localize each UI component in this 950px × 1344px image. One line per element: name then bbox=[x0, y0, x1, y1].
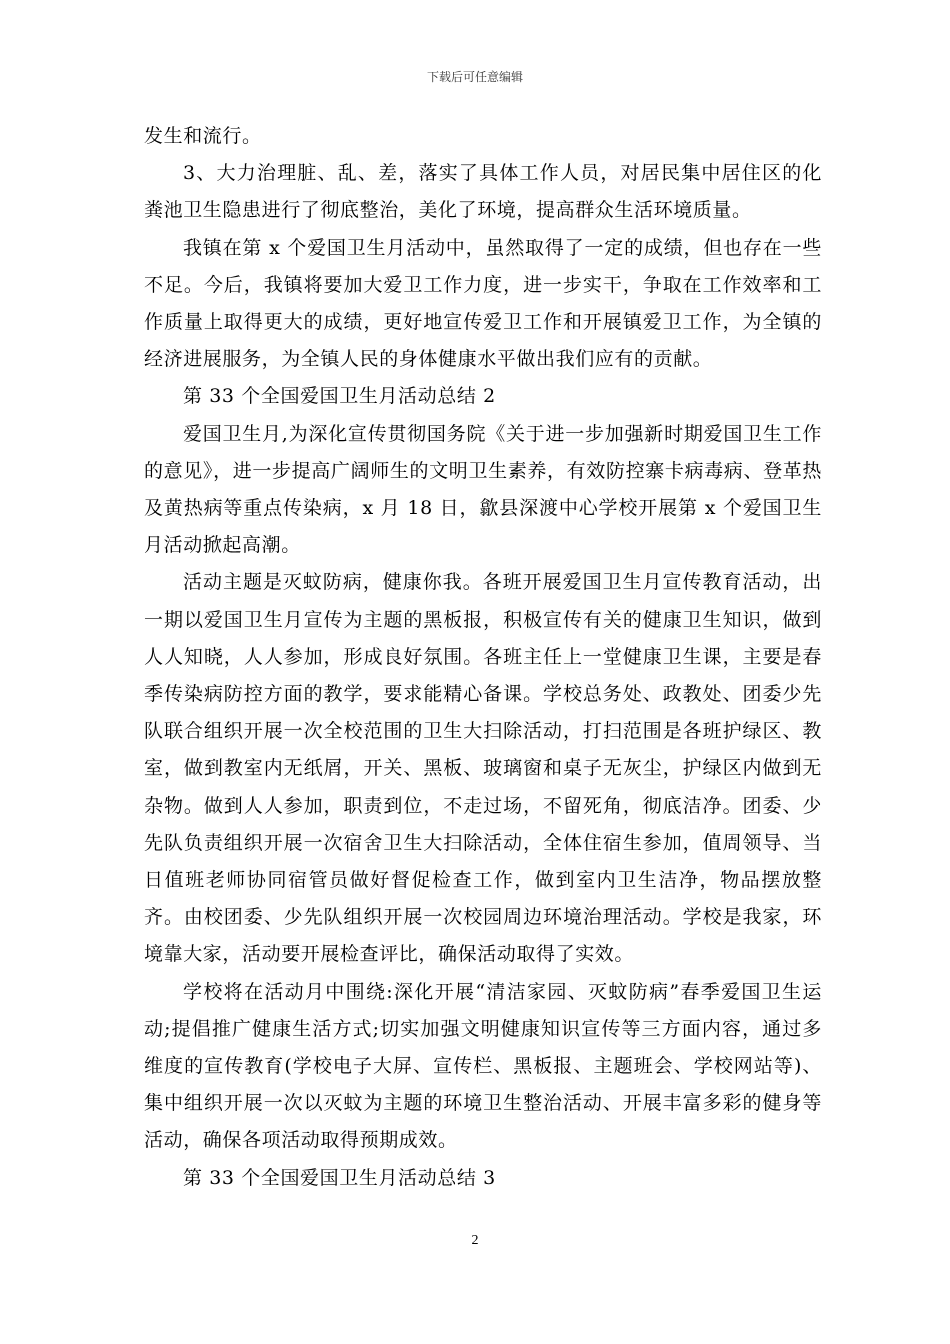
document-body bbox=[144, 118, 822, 1197]
paragraph-continuation: 发生和流行。 bbox=[144, 125, 262, 147]
section-heading-3: 第 33 个全国爱国卫生月活动总结 3 bbox=[183, 1166, 496, 1189]
paragraph-summary: 我镇在第 x 个爱国卫生月活动中，虽然取得了一定的成绩，但也存在一些不足。今后，我镇将要加大爱卫工作力度，进一步实干，争取在工作效率和工作质量上取得更大的成绩，更好地宣传爱卫工作和开展镇爱卫工作，为全镇的经济进展服务，为全镇人民的身体健康水平做出我们应有的贡献。 bbox=[144, 236, 822, 371]
section-heading-2: 第 33 个全国爱国卫生月活动总结 2 bbox=[183, 385, 496, 408]
page-header: 下载后可任意编辑 bbox=[426, 70, 523, 84]
page-number: 2 bbox=[471, 1233, 479, 1248]
paragraph-intro: 爱国卫生月,为深化宣传贯彻国务院《关于进一步加强新时期爱国卫生工作的意见》，进一步提高广阔师生的文明卫生素养，有效防控寨卡病毒病、登革热及黄热病等重点传染病，x 月 18 日，歙县深渡中心学校开展第 x 个爱国卫生月活动掀起高潮。 bbox=[144, 422, 822, 557]
paragraph-activity-theme: 活动主题是灭蚊防病，健康你我。各班开展爱国卫生月宣传教育活动，出一期以爱国卫生月宣传为主题的黑板报，积极宣传有关的健康卫生知识，做到人人知晓，人人参加，形成良好氛围。各班主任上一堂健康卫生课，主要是春季传染病防控方面的教学，要求能精心备课。学校总务处、政教处、团委少先队联合组织开展一次全校范围的卫生大扫除活动，打扫范围是各班护绿区、教室，做到教室内无纸屑，开关、黑板、玻璃窗和桌子无灰尘，护绿区内做到无杂物。做到人人参加，职责到位，不走过场，不留死角，彻底洁净。团委、少先队负责组织开展一次宿舍卫生大扫除活动，全体住宿生参加，值周领导、当日值班老师协同宿管员做好督促检查工作，做到室内卫生洁净，物品摆放整齐。由校团委、少先队组织开展一次校园周边环境治理活动。学校是我家，环境靠大家，活动要开展检查评比，确保活动取得了实效。 bbox=[144, 571, 822, 966]
paragraph-school-plan: 学校将在活动月中围绕:深化开展“清洁家园、灭蚊防病”春季爱国卫生运动;提倡推广健康生活方式;切实加强文明健康知识宣传等三方面内容，通过多维度的宣传教育(学校电子大屏、宣传栏、黑板报、主题班会、学校网站等)、集中组织开展一次以灭蚊为主题的环境卫生整治活动、开展丰富多彩的健身等活动，确保各项活动取得预期成效。 bbox=[144, 980, 822, 1152]
paragraph-item-3: 3、大力治理脏、乱、差，落实了具体工作人员，对居民集中居住区的化粪池卫生隐患进行了彻底整治，美化了环境，提高群众生活环境质量。 bbox=[144, 162, 822, 222]
